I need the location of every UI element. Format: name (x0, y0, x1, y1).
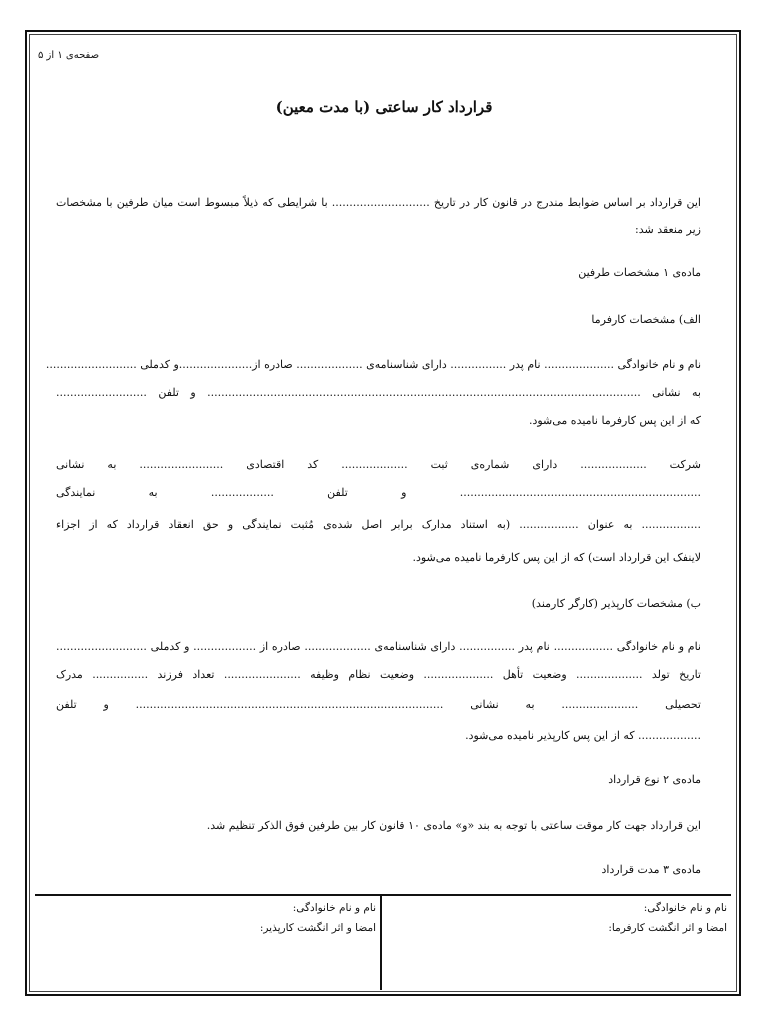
article-2-heading: ماده‌ی ۲ نوع قرارداد (608, 773, 701, 786)
worker-name-label: نام و نام خانوادگی: (292, 902, 376, 914)
page-border (25, 30, 741, 996)
article-3-heading: ماده‌ی ۳ مدت قرارداد (601, 863, 701, 876)
article-1-heading: ماده‌ی ۱ مشخصات طرفین (578, 266, 701, 279)
article-2-text: این قرارداد جهت کار موقت ساعتی با توجه به بند «و» ماده‌ی ۱۰ قانون کار بین طرفین فوق الذکر تنظیم شد. (206, 819, 701, 832)
company-line-4: لاینفک این قرارداد است) که از این پس کارفرما نامیده می‌شود. (412, 551, 701, 564)
company-line-3: ................. به عنوان ................. (به استناد مدارک برابر اصل شده‌ی مُثبت نمایندگی و حق انعقاد قرارداد که از اجزاء (56, 518, 701, 531)
employer-name-label: نام و نام خانوادگی: (643, 902, 727, 914)
section-b-heading: ب) مشخصات کارپذیر (کارگر کارمند) (531, 597, 701, 610)
company-line-2: ..................................................................... و تلفن .................. به نمایندگی (56, 486, 701, 499)
employer-line-3: که از این پس کارفرما نامیده می‌شود. (528, 414, 701, 427)
worker-signature-cell (35, 896, 382, 990)
signature-table (35, 894, 731, 990)
employer-signature-cell (384, 896, 731, 990)
intro-line-2: زیر منعقد شد: (635, 223, 701, 236)
intro-line-1: این قرارداد بر اساس ضوابط مندرج در قانون کار در تاریخ ............................ با شرایطی که ذیلاً مبسوط است میان طرفین با مشخصات (56, 196, 701, 209)
worker-line-3: تحصیلی ...................... به نشانی ........................................................................................ و تلفن (56, 698, 701, 711)
employer-line-1: نام و نام خانوادگی .................... نام پدر ................ دارای شناسنامه‌ی ................... صادره از.....................و کدملی .......................... (45, 358, 701, 371)
section-a-heading: الف) مشخصات کارفرما (591, 313, 701, 326)
employer-sign-label: امضا و اثر انگشت کارفرما: (608, 922, 727, 934)
document-title: قرارداد کار ساعتی (با مدت معین) (275, 98, 493, 116)
page-number: صفحه‌ی ۱ از ۵ (38, 50, 100, 61)
worker-line-1: نام و نام خانوادگی ................. نام پدر ................ دارای شناسنامه‌ی ................... صادره از .................. و کدملی .......................... (56, 640, 701, 653)
worker-sign-label: امضا و اثر انگشت کارپذیر: (259, 922, 376, 934)
employer-line-2: به نشانی ............................................................................................................................ و تلفن .......................... (56, 386, 701, 399)
worker-line-4: .................. که از این پس کارپذیر نامیده می‌شود. (465, 729, 701, 742)
worker-line-2: تاریخ تولد ................... وضعیت تأهل .................... وضعیت نظام وظیفه ...................... تعداد فرزند ................ مدرک (56, 668, 701, 681)
company-line-1: شرکت ................... دارای شماره‌ی ثبت ................... کد اقتصادی ........................ به نشانی (56, 458, 701, 471)
